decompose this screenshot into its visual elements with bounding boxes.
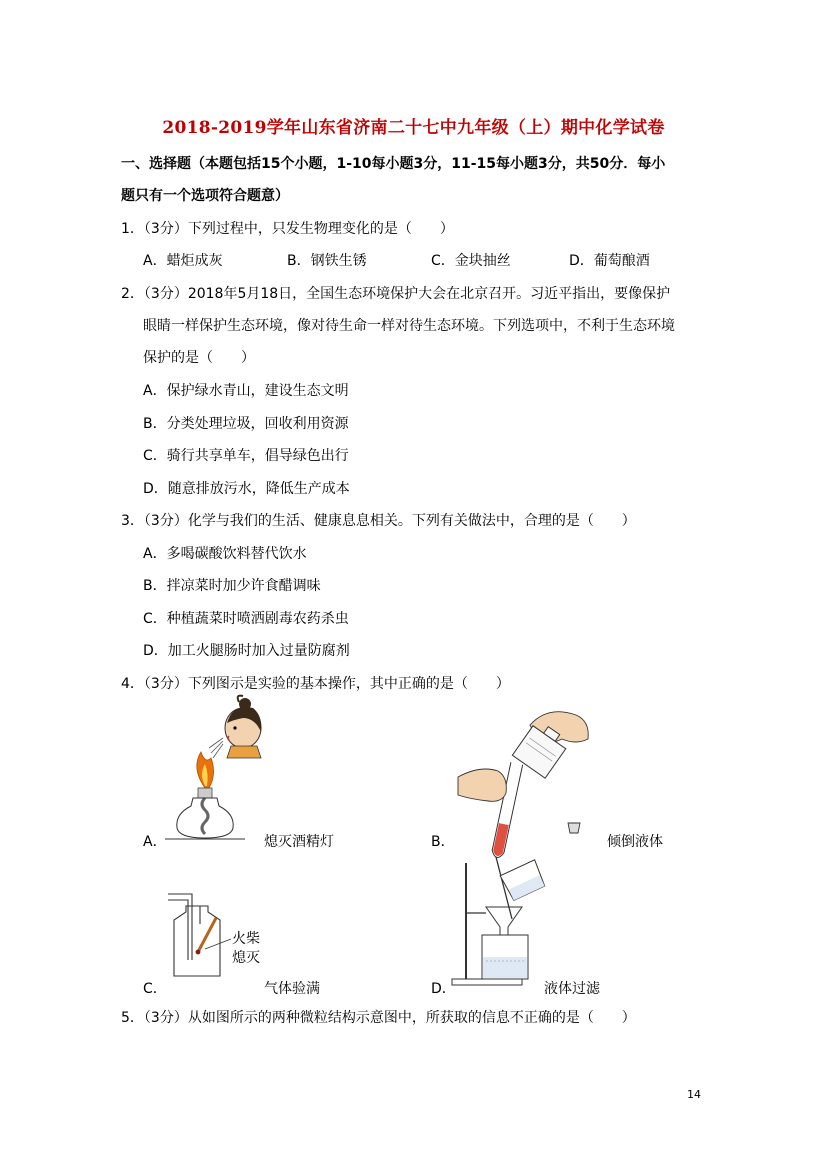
section-heading-line2: 题只有一个选项符合题意）: [121, 188, 289, 204]
figure-d-filtration-illustration: [452, 855, 562, 990]
figure-a-letter: A．: [143, 834, 167, 850]
question-1-option-b: B．钢铁生锈: [287, 253, 367, 269]
question-2-stem-line3: 保护的是（ ）: [143, 350, 255, 366]
figure-d-letter: D．: [431, 981, 456, 997]
section-heading-line1: 一、选择题（本题包括15个小题，1-10每小题3分，11-15每小题3分，共50分．每小: [121, 156, 666, 172]
figure-c-letter: C．: [143, 981, 167, 997]
question-2-stem-line1: 2．（3分）2018年5月18日，全国生态环境保护大会在北京召开。习近平指出，要像保护: [121, 286, 671, 302]
question-2-option-c: C．骑行共享单车，倡导绿色出行: [143, 448, 349, 464]
figure-c-label-line1: 火柴: [232, 931, 260, 947]
page-title: 2018-2019学年山东省济南二十七中九年级（上）期中化学试卷: [162, 118, 665, 138]
figure-b-letter: B．: [431, 834, 455, 850]
figure-d-caption: 液体过滤: [544, 981, 600, 997]
question-1-option-d: D．葡萄酿酒: [569, 253, 650, 269]
figure-c-caption: 气体验满: [264, 981, 320, 997]
question-3-option-b: B．拌凉菜时加少许食醋调味: [143, 578, 321, 594]
question-1-option-c: C．金块抽丝: [431, 253, 511, 269]
page-number: 14: [687, 1088, 701, 1101]
question-3-stem: 3．（3分）化学与我们的生活、健康息息相关。下列有关做法中，合理的是（ ）: [121, 513, 636, 529]
figure-b-caption: 倾倒液体: [607, 834, 663, 850]
question-3-option-c: C．种植蔬菜时喷洒剧毒农药杀虫: [143, 611, 349, 627]
figure-a-blowing-lamp-illustration: [165, 698, 275, 848]
figure-c-label-leader-line: [205, 935, 235, 955]
question-4-stem: 4．（3分）下列图示是实验的基本操作，其中正确的是（ ）: [121, 676, 510, 692]
question-5-stem: 5．（3分）从如图所示的两种微粒结构示意图中，所获取的信息不正确的是（ ）: [121, 1010, 636, 1026]
figure-c-label-line2: 熄灭: [232, 950, 260, 966]
question-3-option-d: D．加工火腿肠时加入过量防腐剂: [143, 643, 350, 659]
question-1-option-a: A．蜡炬成灰: [143, 253, 223, 269]
question-2-option-a: A．保护绿水青山，建设生态文明: [143, 383, 349, 399]
figure-b-pouring-illustration: [458, 705, 598, 870]
question-2-option-d: D．随意排放污水，降低生产成本: [143, 481, 350, 497]
figure-a-caption: 熄灭酒精灯: [264, 834, 334, 850]
question-2-stem-line2: 眼睛一样保护生态环境，像对待生命一样对待生态环境。下列选项中，不利于生态环境: [143, 318, 675, 334]
question-1-stem: 1．（3分）下列过程中，只发生物理变化的是（ ）: [121, 221, 454, 237]
question-3-option-a: A．多喝碳酸饮料替代饮水: [143, 546, 307, 562]
figure-c-match-label: [232, 930, 260, 968]
question-2-option-b: B．分类处理垃圾，回收利用资源: [143, 416, 349, 432]
